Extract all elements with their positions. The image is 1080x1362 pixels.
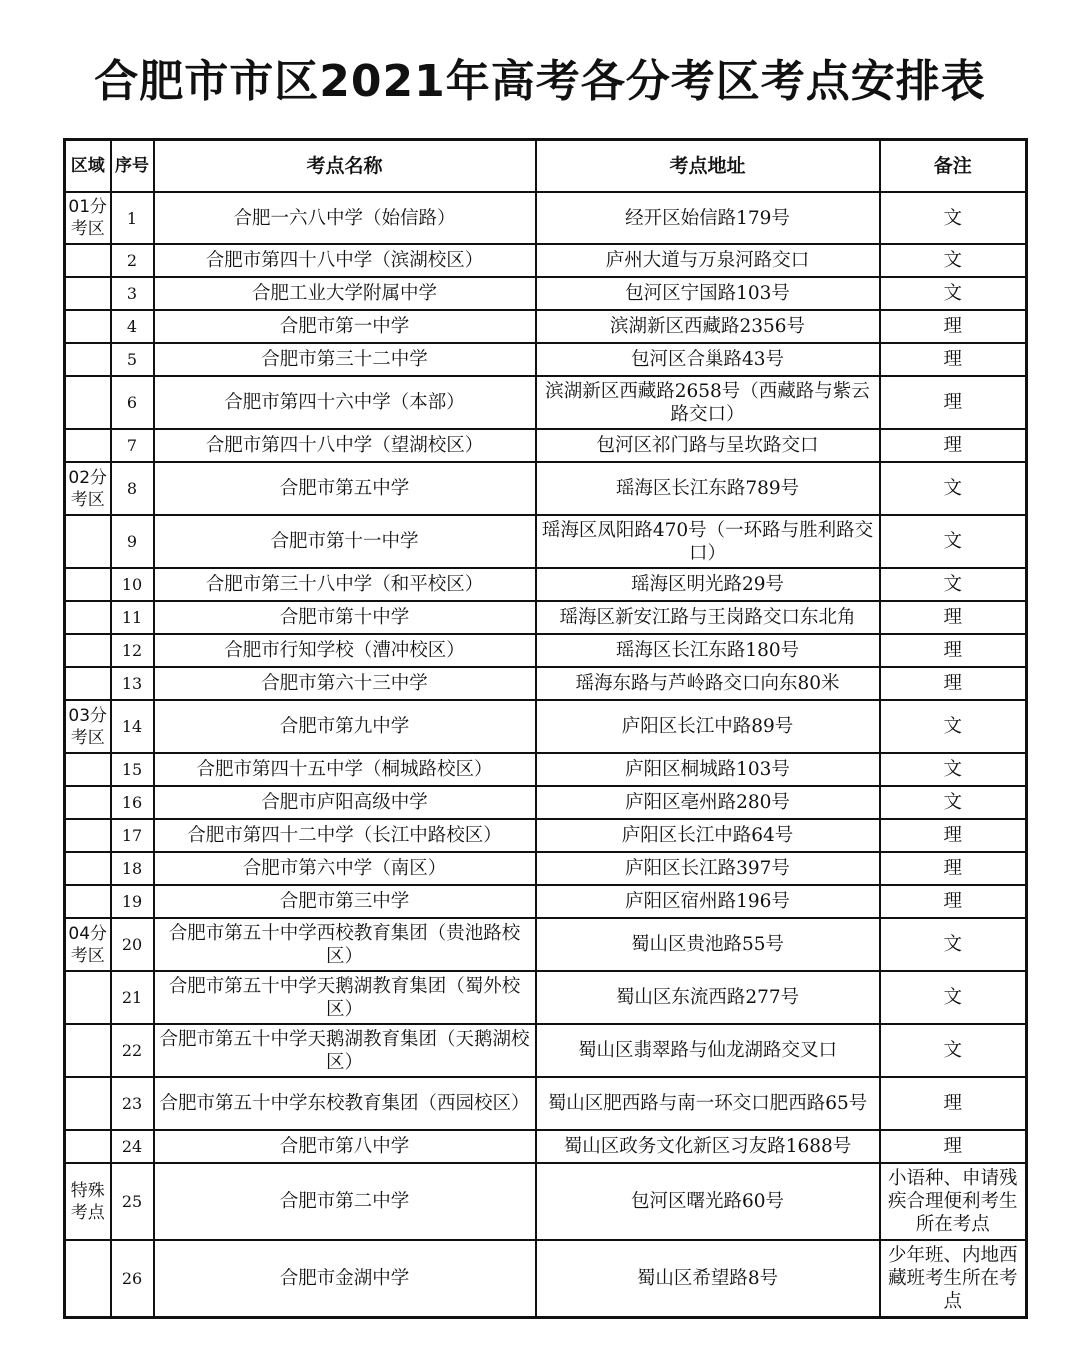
exam-site-table: [63, 138, 1028, 1319]
cell-site-address: 包河区合巢路43号: [536, 343, 880, 376]
cell-region: [65, 568, 111, 601]
cell-site-address: 瑶海区明光路29号: [536, 568, 880, 601]
cell-region: [65, 1077, 111, 1130]
table-row: [65, 819, 1027, 852]
cell-seq: 7: [111, 429, 154, 462]
cell-site-address: 蜀山区东流西路277号: [536, 971, 880, 1024]
cell-seq: 22: [111, 1024, 154, 1077]
cell-site-address: 瑶海区长江东路789号: [536, 462, 880, 515]
cell-note: 少年班、内地西藏班考生所在考点: [880, 1240, 1027, 1317]
cell-seq: 24: [111, 1130, 154, 1163]
table-row: [65, 700, 1027, 753]
table-row: [65, 515, 1027, 568]
cell-site-name: 合肥市第四十六中学（本部）: [154, 376, 536, 429]
cell-region: [65, 753, 111, 786]
table-row: [65, 462, 1027, 515]
cell-site-name: 合肥市第五十中学天鹅湖教育集团（天鹅湖校区）: [154, 1024, 536, 1077]
column-header-site-address: 考点地址: [536, 140, 880, 193]
table-row: [65, 885, 1027, 918]
cell-site-address: 瑶海区新安江路与王岗路交口东北角: [536, 601, 880, 634]
cell-site-name: 合肥市金湖中学: [154, 1240, 536, 1317]
cell-site-address: 庐阳区长江路397号: [536, 852, 880, 885]
cell-site-address: 蜀山区翡翠路与仙龙湖路交叉口: [536, 1024, 880, 1077]
cell-site-address: 蜀山区希望路8号: [536, 1240, 880, 1317]
cell-region: 04分考区: [65, 918, 111, 971]
cell-region: [65, 667, 111, 700]
cell-site-name: 合肥市第五十中学天鹅湖教育集团（蜀外校区）: [154, 971, 536, 1024]
cell-site-address: 经开区始信路179号: [536, 192, 880, 244]
column-header-note: 备注: [880, 140, 1027, 193]
cell-note: 理: [880, 667, 1027, 700]
cell-region: 02分考区: [65, 462, 111, 515]
cell-region: [65, 885, 111, 918]
cell-site-name: 合肥市第五十中学西校教育集团（贵池路校区）: [154, 918, 536, 971]
table-row: [65, 192, 1027, 244]
cell-region: [65, 634, 111, 667]
cell-note: 理: [880, 852, 1027, 885]
cell-region: [65, 343, 111, 376]
cell-region: 03分考区: [65, 700, 111, 753]
cell-seq: 19: [111, 885, 154, 918]
table-row: [65, 310, 1027, 343]
cell-seq: 13: [111, 667, 154, 700]
table-row: [65, 1077, 1027, 1130]
cell-note: 理: [880, 343, 1027, 376]
cell-site-name: 合肥市第一中学: [154, 310, 536, 343]
table-row: [65, 1024, 1027, 1077]
table-row: [65, 601, 1027, 634]
cell-region: [65, 601, 111, 634]
table-header-row: [65, 140, 1027, 193]
cell-site-name: 合肥市第四十八中学（望湖校区）: [154, 429, 536, 462]
table-row: [65, 1163, 1027, 1240]
cell-note: 理: [880, 1077, 1027, 1130]
cell-site-address: 滨湖新区西藏路2658号（西藏路与紫云路交口）: [536, 376, 880, 429]
cell-note: 文: [880, 786, 1027, 819]
page-title: 合肥市市区2021年高考各分考区考点安排表: [94, 56, 986, 107]
cell-site-name: 合肥一六八中学（始信路）: [154, 192, 536, 244]
cell-site-name: 合肥市第二中学: [154, 1163, 536, 1240]
cell-seq: 25: [111, 1163, 154, 1240]
cell-note: 文: [880, 462, 1027, 515]
cell-site-address: 滨湖新区西藏路2356号: [536, 310, 880, 343]
cell-seq: 18: [111, 852, 154, 885]
cell-site-name: 合肥市第五中学: [154, 462, 536, 515]
cell-site-address: 包河区祁门路与呈坎路交口: [536, 429, 880, 462]
cell-region: [65, 376, 111, 429]
cell-site-name: 合肥市第四十五中学（桐城路校区）: [154, 753, 536, 786]
cell-site-address: 瑶海区凤阳路470号（一环路与胜利路交口）: [536, 515, 880, 568]
table-row: [65, 429, 1027, 462]
cell-seq: 4: [111, 310, 154, 343]
cell-note: 文: [880, 515, 1027, 568]
cell-site-name: 合肥市第四十八中学（滨湖校区）: [154, 244, 536, 277]
cell-seq: 10: [111, 568, 154, 601]
cell-site-name: 合肥市第九中学: [154, 700, 536, 753]
cell-site-address: 庐阳区长江中路89号: [536, 700, 880, 753]
cell-note: 文: [880, 918, 1027, 971]
cell-note: 文: [880, 192, 1027, 244]
cell-region: [65, 310, 111, 343]
cell-note: 小语种、申请残疾合理便利考生所在考点: [880, 1163, 1027, 1240]
cell-note: 文: [880, 277, 1027, 310]
table-row: [65, 852, 1027, 885]
table-row: [65, 667, 1027, 700]
cell-site-name: 合肥市第五十中学东校教育集团（西园校区）: [154, 1077, 536, 1130]
cell-seq: 20: [111, 918, 154, 971]
cell-site-name: 合肥市第十一中学: [154, 515, 536, 568]
cell-region: [65, 852, 111, 885]
cell-note: 文: [880, 753, 1027, 786]
column-header-region: 区域: [65, 140, 111, 193]
cell-seq: 8: [111, 462, 154, 515]
cell-region: [65, 277, 111, 310]
table-row: [65, 568, 1027, 601]
table-row: [65, 1130, 1027, 1163]
cell-site-name: 合肥市第十中学: [154, 601, 536, 634]
cell-site-address: 庐阳区宿州路196号: [536, 885, 880, 918]
cell-region: 01分考区: [65, 192, 111, 244]
cell-seq: 1: [111, 192, 154, 244]
cell-region: [65, 429, 111, 462]
table-row: [65, 786, 1027, 819]
cell-site-name: 合肥市第三十二中学: [154, 343, 536, 376]
cell-site-name: 合肥市第三中学: [154, 885, 536, 918]
cell-site-address: 瑶海区长江东路180号: [536, 634, 880, 667]
cell-region: [65, 515, 111, 568]
cell-site-address: 包河区曙光路60号: [536, 1163, 880, 1240]
cell-seq: 9: [111, 515, 154, 568]
cell-region: [65, 1240, 111, 1317]
cell-note: 理: [880, 634, 1027, 667]
cell-seq: 15: [111, 753, 154, 786]
cell-seq: 17: [111, 819, 154, 852]
cell-site-address: 庐州大道与万泉河路交口: [536, 244, 880, 277]
cell-note: 理: [880, 819, 1027, 852]
cell-site-name: 合肥市行知学校（漕冲校区）: [154, 634, 536, 667]
cell-region: [65, 971, 111, 1024]
cell-note: 文: [880, 244, 1027, 277]
table-row: [65, 343, 1027, 376]
cell-seq: 21: [111, 971, 154, 1024]
cell-seq: 14: [111, 700, 154, 753]
cell-site-address: 蜀山区贵池路55号: [536, 918, 880, 971]
cell-region: [65, 1130, 111, 1163]
cell-seq: 6: [111, 376, 154, 429]
cell-site-name: 合肥市第八中学: [154, 1130, 536, 1163]
cell-site-address: 蜀山区肥西路与南一环交口肥西路65号: [536, 1077, 880, 1130]
cell-note: 理: [880, 310, 1027, 343]
cell-region: [65, 819, 111, 852]
cell-seq: 3: [111, 277, 154, 310]
cell-site-name: 合肥市第六中学（南区）: [154, 852, 536, 885]
cell-site-address: 瑶海东路与芦岭路交口向东80米: [536, 667, 880, 700]
cell-region: [65, 244, 111, 277]
cell-seq: 2: [111, 244, 154, 277]
cell-site-address: 庐阳区桐城路103号: [536, 753, 880, 786]
cell-seq: 16: [111, 786, 154, 819]
cell-region: [65, 786, 111, 819]
cell-note: 理: [880, 429, 1027, 462]
column-header-site-name: 考点名称: [154, 140, 536, 193]
cell-note: 理: [880, 885, 1027, 918]
cell-seq: 26: [111, 1240, 154, 1317]
cell-region: [65, 1024, 111, 1077]
table-row: [65, 1240, 1027, 1317]
cell-seq: 12: [111, 634, 154, 667]
cell-seq: 5: [111, 343, 154, 376]
cell-note: 理: [880, 1130, 1027, 1163]
cell-note: 文: [880, 971, 1027, 1024]
cell-note: 文: [880, 568, 1027, 601]
table-row: [65, 634, 1027, 667]
table-row: [65, 918, 1027, 971]
table-row: [65, 753, 1027, 786]
cell-note: 文: [880, 1024, 1027, 1077]
cell-seq: 23: [111, 1077, 154, 1130]
cell-site-address: 庐阳区亳州路280号: [536, 786, 880, 819]
cell-site-name: 合肥工业大学附属中学: [154, 277, 536, 310]
cell-note: 理: [880, 376, 1027, 429]
cell-note: 文: [880, 700, 1027, 753]
cell-site-address: 庐阳区长江中路64号: [536, 819, 880, 852]
cell-note: 理: [880, 601, 1027, 634]
table-row: [65, 244, 1027, 277]
cell-site-name: 合肥市庐阳高级中学: [154, 786, 536, 819]
cell-site-address: 蜀山区政务文化新区习友路1688号: [536, 1130, 880, 1163]
table-row: [65, 277, 1027, 310]
table-row: [65, 376, 1027, 429]
column-header-seq: 序号: [111, 140, 154, 193]
cell-region: 特殊考点: [65, 1163, 111, 1240]
cell-site-address: 包河区宁国路103号: [536, 277, 880, 310]
cell-site-name: 合肥市第六十三中学: [154, 667, 536, 700]
cell-seq: 11: [111, 601, 154, 634]
cell-site-name: 合肥市第四十二中学（长江中路校区）: [154, 819, 536, 852]
cell-site-name: 合肥市第三十八中学（和平校区）: [154, 568, 536, 601]
table-row: [65, 971, 1027, 1024]
